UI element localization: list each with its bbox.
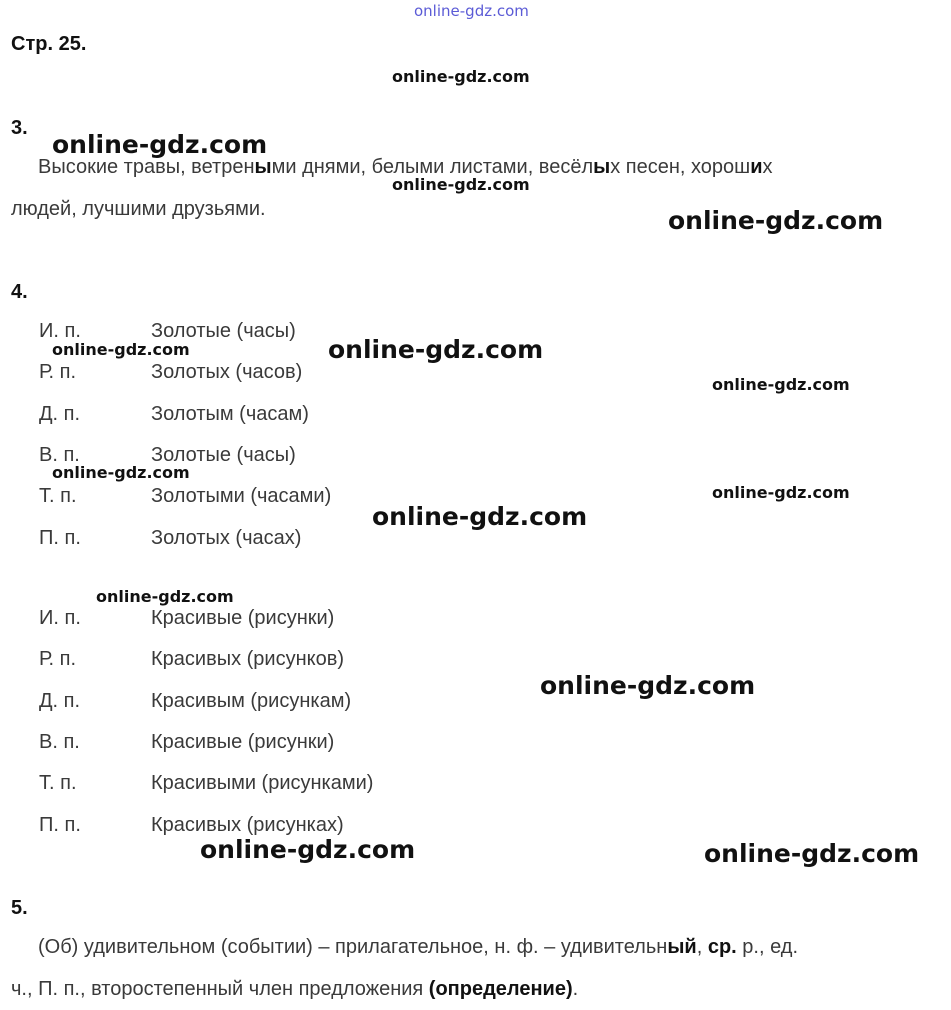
watermark-text: online-gdz.com [200,835,416,864]
watermark-text: online-gdz.com [328,335,544,364]
case-label: П. п. [39,813,81,836]
page-heading: Стр. 25. [11,33,87,55]
watermark-text: online-gdz.com [372,502,588,531]
task-3-number: 3. [11,117,28,139]
task-3-text-segment: и [750,156,763,178]
case-label: В. п. [39,443,80,466]
case-form: Красивые (рисунки) [151,730,335,753]
task-5-text-segment: , [696,936,708,958]
task-5-text-segment: (определение) [428,978,573,1000]
task-5-text-segment: ср. [707,936,737,958]
case-form: Красивыми (рисунками) [151,772,374,795]
top-watermark: online-gdz.com [414,2,529,20]
watermark-text: online-gdz.com [712,483,850,502]
case-label: Т. п. [39,485,77,508]
case-form: Золотыми (часами) [151,485,332,508]
task-3-line-1 [38,157,773,177]
watermark-text: online-gdz.com [52,463,190,482]
case-label: И. п. [39,320,81,342]
task-5-line-1 [38,937,798,957]
task-5-text-segment: ч., П. п., второстепенный член предложения [11,978,429,1000]
task-5-text-segment: . [572,978,579,1000]
watermark-text: online-gdz.com [540,671,756,700]
task-5-line-2 [11,979,578,999]
case-label: И. п. [39,607,81,629]
task-5-number: 5. [11,897,28,919]
case-label: Д. п. [39,402,81,425]
case-form: Золотые (часы) [151,443,296,466]
case-label: П. п. [39,526,81,549]
watermark-text: online-gdz.com [668,206,884,235]
task-3-text-segment: Высокие травы, ветрен [38,156,255,178]
task-5-text-segment: ый [667,936,697,958]
case-form: Красивым (рисункам) [151,689,352,712]
task-3-line-2: людей, лучшими друзьями. [11,198,266,220]
watermark-text: online-gdz.com [392,67,530,86]
task-3-text-segment: ы [254,156,272,178]
task-5-text-segment: (Об) удивительном (событии) – прилагательное, н. ф. – удивительн [38,936,668,958]
case-label: Д. п. [39,689,81,712]
case-form: Золотых (часов) [151,361,303,384]
task-3-text-segment: ми днями, белыми листами, весёл [271,156,594,178]
watermark-text: online-gdz.com [52,130,268,159]
case-form: Золотым (часам) [151,402,309,425]
case-form: Красивых (рисунков) [151,648,345,671]
task-3-text-segment: х песен, хорош [610,156,751,178]
task-5-text-segment: р., ед. [736,936,798,958]
case-label: Р. п. [39,361,77,384]
case-form: Золотые (часы) [151,320,296,342]
watermark-text: online-gdz.com [704,839,920,868]
case-label: Р. п. [39,648,77,671]
watermark-text: online-gdz.com [96,587,234,606]
watermark-text: online-gdz.com [712,375,850,394]
task-3-text-segment: х [762,156,773,178]
task-3-text-segment: ы [593,156,611,178]
case-form: Красивых (рисунках) [151,813,344,836]
watermark-text: online-gdz.com [392,175,530,194]
case-label: В. п. [39,730,80,753]
case-form: Красивые (рисунки) [151,607,335,629]
case-label: Т. п. [39,772,77,795]
case-form: Золотых (часах) [151,526,302,549]
watermark-text: online-gdz.com [52,340,190,359]
task-4-number: 4. [11,281,28,303]
